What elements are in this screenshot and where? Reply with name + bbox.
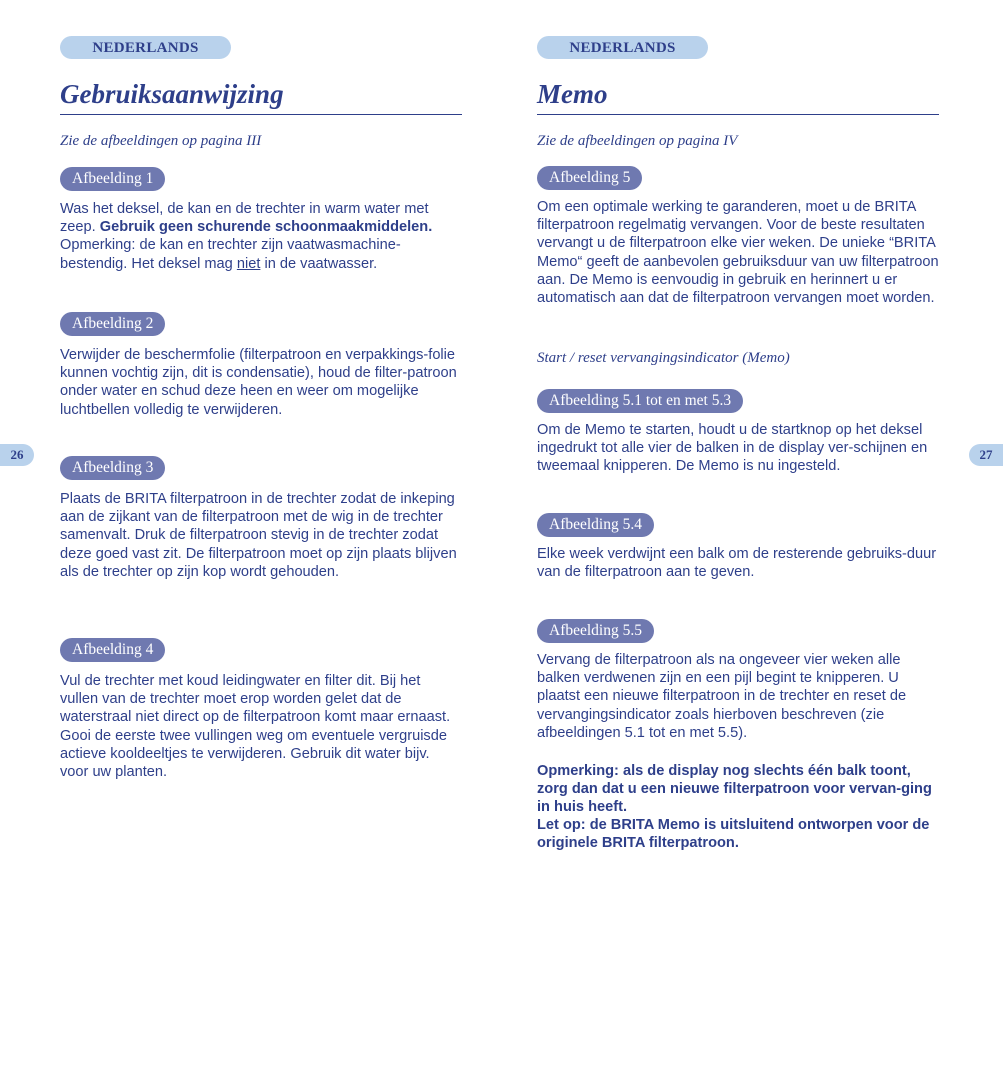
figure-label-4: Afbeelding 4 bbox=[60, 638, 165, 662]
subheading-reset-indicator: Start / reset vervangingsindicator (Memo) bbox=[537, 350, 790, 366]
figure-label-5-1-5-3: Afbeelding 5.1 tot en met 5.3 bbox=[537, 389, 743, 413]
figure-reference-right: Zie de afbeeldingen op pagina IV bbox=[537, 133, 738, 149]
section-text-5-4: Elke week verdwijnt een balk om de resterende gebruiks-duur van de filterpatroon aan te geven. bbox=[537, 546, 937, 581]
section-text-5-5: Vervang de filterpatroon als na ongeveer vier weken alle balken verdwenen zijn en een pijl begint te knipperen. U plaatst een nieuwe filterpatroon in de trechter en reset de vervangingsindicator zoals hierboven beschreven (zie afbeeldingen 5.1 tot en met 5.5). bbox=[537, 652, 907, 741]
figure-label-5-4: Afbeelding 5.4 bbox=[537, 513, 654, 537]
section-text-5-1-5-3: Om de Memo te starten, houdt u de startknop op het deksel ingedrukt tot alle vier de balken in de display ver-schijnen en tweemaal knipperen. De Memo is nu ingesteld. bbox=[537, 422, 928, 475]
figure-label-1: Afbeelding 1 bbox=[60, 167, 165, 191]
figure-label-2: Afbeelding 2 bbox=[60, 312, 165, 336]
figure-label-3: Afbeelding 3 bbox=[60, 456, 165, 480]
language-badge-left: NEDERLANDS bbox=[60, 36, 231, 59]
note-display-one-bar: Opmerking: als de display nog slechts één balk toont, zorg dan dat u een nieuwe filterpatroon voor vervan-ging in huis heeft. bbox=[537, 763, 932, 816]
note-original-cartridge: Let op: de BRITA Memo is uitsluitend ontworpen voor de originele BRITA filterpatroon. bbox=[537, 817, 930, 852]
section-text-4: Vul de trechter met koud leidingwater en filter dit. Bij het vullen van de trechter moet erop worden gelet dat de waterstraal niet direct op de filterpatroon komt maar ernaast. Gooi de eerste twee vullingen weg om eventuele vergruisde actieve kooldeeltjes te verwijderen. Gebruik dit water bijv. voor uw planten. bbox=[60, 673, 451, 781]
figure-label-5-5: Afbeelding 5.5 bbox=[537, 619, 654, 643]
section-text-5: Om een optimale werking te garanderen, moet u de BRITA filterpatroon regelmatig vervangen. Voor de beste resultaten vervangt u de filterpatroon elke vier weken. De unieke “BRITA Memo“ geeft de aanbevolen gebruiksduur van uw filterpatroon aan. De Memo is eenvoudig in gebruik en herinnert u er automatisch aan dat de filterpatroon vervangen moet worden. bbox=[537, 199, 939, 307]
figure-label-5: Afbeelding 5 bbox=[537, 166, 642, 190]
section-text-3: Plaats de BRITA filterpatroon in de trechter zodat de inkeping aan de zijkant van de filterpatroon met de wig in de trechter samenvalt. Druk de filterpatroon stevig in de trechter zodat deze goed vast zit. De filterpatroon moet op zijn plaats blijven als de trechter op zijn kop wordt gehouden. bbox=[60, 491, 457, 580]
page-title-right: Memo bbox=[537, 78, 939, 115]
section-text-1: Was het deksel, de kan en de trechter in warm water met zeep. Gebruik geen schurende schoonmaakmiddelen. Opmerking: de kan en trechter zijn vaatwasmachine-bestendig. Het deksel mag niet in de vaatwasser. bbox=[60, 201, 433, 272]
figure-reference-left: Zie de afbeeldingen op pagina III bbox=[60, 133, 262, 149]
language-badge-right: NEDERLANDS bbox=[537, 36, 708, 59]
page-title-left: Gebruiksaanwijzing bbox=[60, 78, 462, 115]
page-number-left: 26 bbox=[0, 444, 34, 466]
page-number-right: 27 bbox=[969, 444, 1003, 466]
section-text-2: Verwijder de beschermfolie (filterpatroon en verpakkings-folie kunnen vochtig zijn, dit is condensatie), houd de filter-patroon onder water en schud deze heen en weer om mogelijke luchtbellen volledig te verwijderen. bbox=[60, 347, 457, 418]
